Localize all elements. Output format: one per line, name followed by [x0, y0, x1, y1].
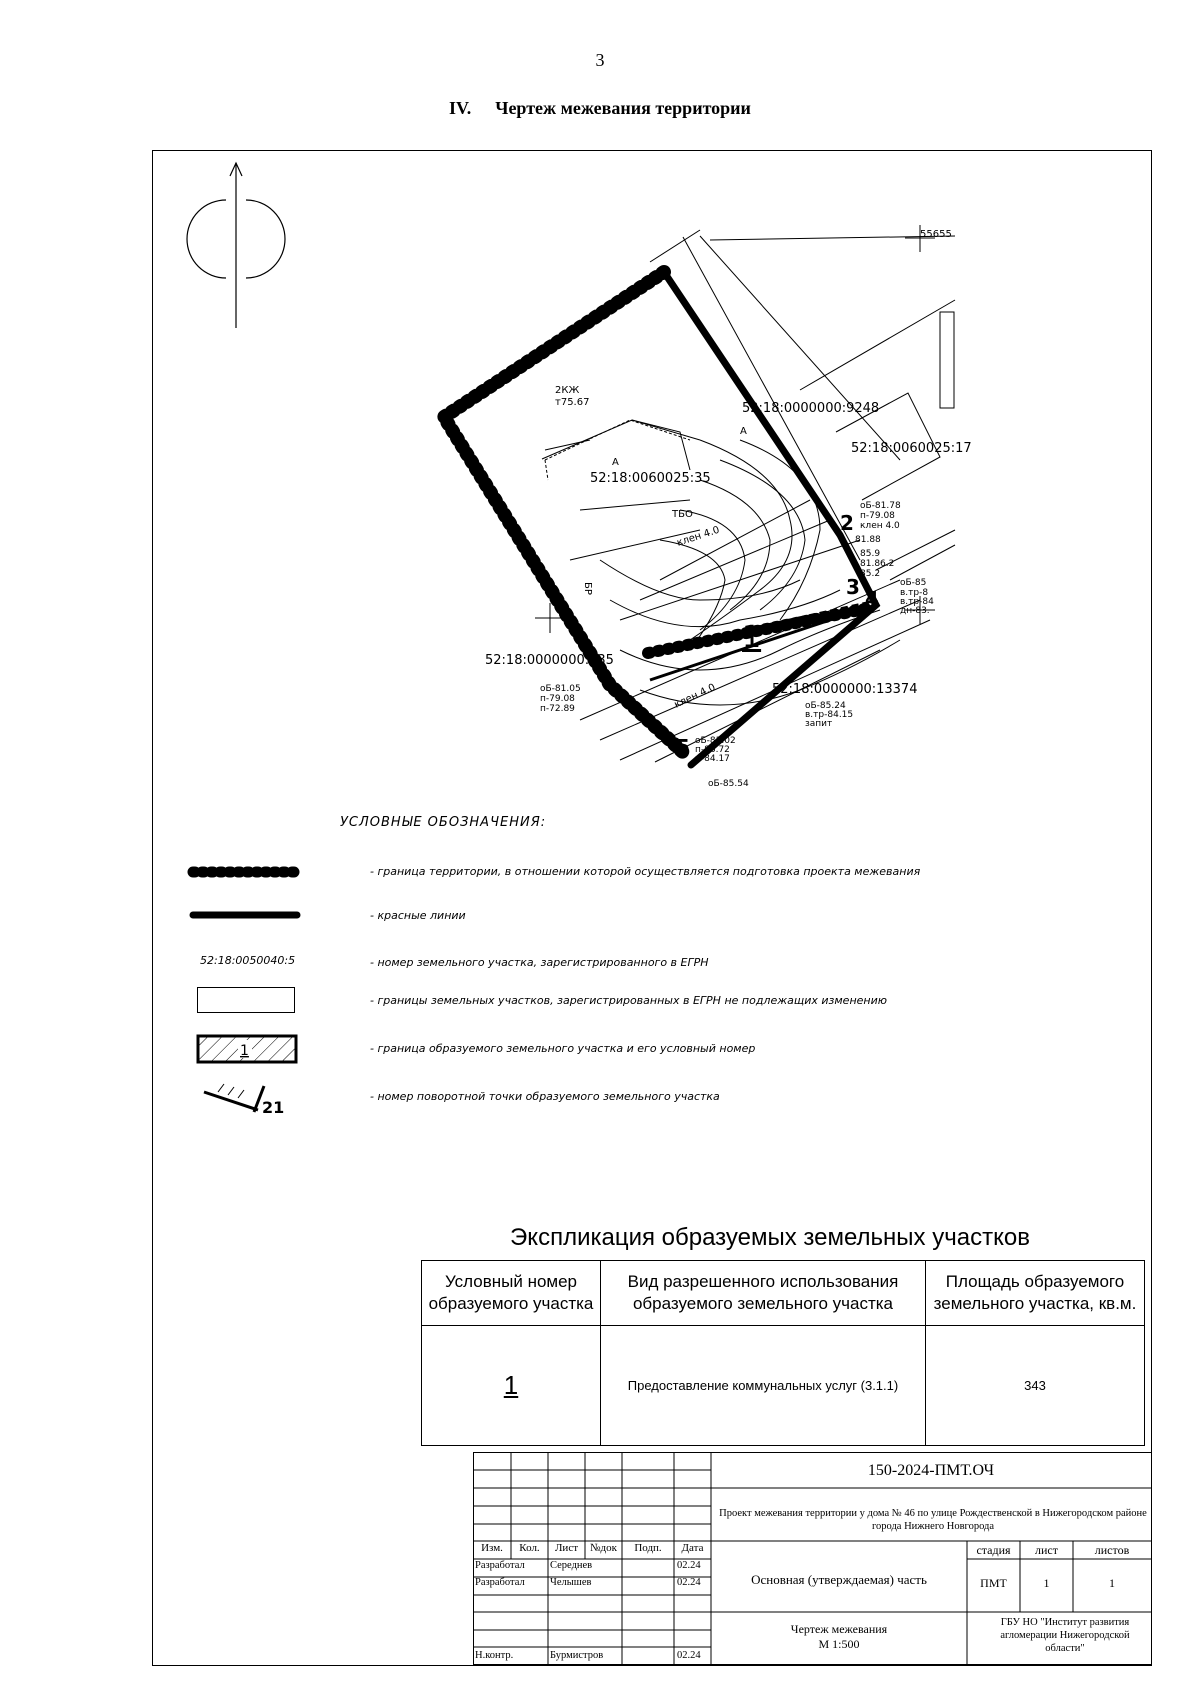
site-plan-map [153, 151, 1151, 791]
mark-18: в.тр-84.15 [805, 710, 854, 720]
mark-13: п-72.89 [540, 704, 575, 714]
mark-10: дн-83. [900, 606, 930, 616]
stamp-role-2: Разработал [475, 1577, 525, 1588]
legend-cadastral-number-sample: 52:18:0050040:5 [200, 954, 296, 967]
stamp-name-1: Середнев [550, 1560, 593, 1571]
legend-item-formed-parcel: - граница образуемого земельного участка и его условный номер [370, 1042, 756, 1055]
stamp-sheet: 1 [1043, 1576, 1050, 1590]
explication-cell-area: 343 [926, 1326, 1145, 1446]
stamp-date-1: 02.24 [677, 1560, 701, 1571]
table-row [422, 1326, 1145, 1446]
explication-cell-number: 1 [422, 1326, 601, 1446]
section-heading [0, 98, 1200, 119]
stamp-col-list: Лист [554, 1542, 579, 1554]
parcel-label-17: 52:18:0060025:17 [851, 441, 972, 456]
stamp-drawing-name: Чертеж межевания [790, 1622, 888, 1636]
turning-point-3: 3 [846, 575, 860, 599]
mark-2: клен 4.0 [860, 521, 900, 531]
legend-turning-point-number: 21 [262, 1098, 285, 1116]
building-a-label: А [612, 457, 619, 468]
stamp-date-3: 02.24 [677, 1650, 701, 1661]
tree-label: клен 4.0 [675, 524, 721, 549]
mark-4: 85.9 [860, 549, 881, 559]
stamp-code: 150-2024-ПМТ.ОЧ [867, 1462, 995, 1479]
mark-5: 81.86.2 [860, 559, 895, 569]
explication-header-number: Условный номер образуемого участка [422, 1261, 601, 1326]
parcel-label-9248: 52:18:0000000:9248 [742, 401, 880, 416]
legend-item-red-lines: - красные линии [370, 909, 466, 922]
building-z: т75.67 [555, 397, 590, 408]
parcel-label-top-partial: 55655 [920, 229, 952, 240]
legend-territory-boundary-symbol [185, 862, 305, 882]
tbo-label: ТБО [672, 509, 693, 520]
stamp-col-podp: Подп. [634, 1542, 662, 1554]
turning-point-4: 4 [865, 587, 879, 611]
mark-17: оБ-85.24 [805, 701, 846, 711]
stamp-date-2: 02.24 [677, 1577, 701, 1588]
mark-1: п-79.08 [860, 511, 895, 521]
mark-20: оБ-85.54 [708, 779, 749, 789]
stamp-col-izm: Изм. [481, 1542, 503, 1554]
stamp-project-name: Проект межевания территории у дома № 46 по улице Рождественской в Нижегородском районе города Нижнего Новгорода [719, 1508, 1147, 1532]
turning-point-2: 2 [840, 511, 854, 535]
legend-item-territory-boundary: - граница территории, в отношении которой осуществляется подготовка проекта межевания [370, 865, 921, 878]
mark-0: оБ-81.78 [860, 501, 901, 511]
stamp-role-3: Н.контр. [475, 1650, 514, 1661]
mark-19: запит [805, 719, 833, 729]
stamp-stage: ПМТ [980, 1576, 1007, 1590]
legend-item-turning-point: - номер поворотной точки образуемого земельного участка [370, 1090, 720, 1103]
stamp-name-3: Бурмистров [550, 1650, 604, 1661]
legend-title: УСЛОВНЫЕ ОБОЗНАЧЕНИЯ: [340, 815, 547, 830]
stamp-scale: М 1:500 [818, 1637, 860, 1651]
legend-formed-parcel-number: 1 [240, 1043, 249, 1059]
explication-header-use: Вид разрешенного использования образуемого земельного участка [601, 1261, 926, 1326]
legend-item-registered-parcels: - границы земельных участков, зарегистрированных в ЕГРН не подлежащих изменению [370, 994, 888, 1007]
building-label: 2КЖ [555, 385, 580, 396]
mark-16: п-84.17 [695, 754, 730, 764]
tree-label-2: клен 4.0 [672, 682, 718, 711]
parcel-label-13374: 52:18:0000000:13374 [772, 682, 918, 697]
parcel-label-135: 52:18:0000000:135 [485, 653, 614, 668]
page-number: 3 [595, 50, 605, 70]
north-arrow-icon [187, 163, 285, 328]
section-roman-numeral: IV. [449, 98, 472, 118]
mark-3: 81.88 [855, 535, 881, 545]
mark-15: п-86.72 [695, 745, 730, 755]
mark-6: 85.2 [860, 569, 881, 579]
stamp-col-data: Дата [681, 1542, 704, 1554]
stamp-sheets: 1 [1109, 1576, 1115, 1590]
legend-item-cadastral-number: - номер земельного участка, зарегистрированного в ЕГРН [370, 956, 709, 969]
stamp-stage-label: стадия [976, 1543, 1011, 1557]
mark-14: оБ-83.02 [695, 736, 736, 746]
legend-turning-point-symbol [200, 1080, 290, 1116]
stamp-role-1: Разработал [475, 1560, 525, 1571]
legend-red-lines-symbol [185, 905, 305, 925]
explication-table [421, 1260, 1145, 1446]
mark-8: в.тр-8 [900, 588, 929, 598]
mark-12: п-79.08 [540, 694, 575, 704]
explication-title: Экспликация образуемых земельных участков [510, 1224, 1030, 1251]
stamp-col-ndok: №док [590, 1542, 617, 1554]
explication-header-area: Площадь образуемого земельного участка, кв.м. [926, 1261, 1145, 1326]
stamp-name-2: Челышев [550, 1577, 592, 1588]
stamp-sheet-label: лист [1035, 1543, 1058, 1557]
turning-point-5: 5 [676, 735, 690, 759]
parcel-label-main: 52:18:0060025:35 [590, 471, 711, 486]
stamp-sheets-label: листов [1094, 1543, 1130, 1557]
legend-registered-parcel-symbol [197, 987, 295, 1013]
formed-parcel-number: 1 [742, 620, 762, 655]
territory-boundary [444, 272, 686, 755]
stamp-col-kol: Кол. [519, 1542, 540, 1554]
mark-11: оБ-81.05 [540, 684, 581, 694]
legend-formed-parcel-symbol [196, 1034, 298, 1064]
bp-label: БР [582, 582, 593, 595]
explication-cell-use: Предоставление коммунальных услуг (3.1.1) [601, 1326, 926, 1446]
stamp-organization: ГБУ НО "Институт развития агломерации Нижегородской области" [1000, 1617, 1130, 1654]
mark-9: в.тр-84 [900, 597, 934, 607]
stamp-part: Основная (утверждаемая) часть [751, 1572, 927, 1587]
mark-7: оБ-85 [900, 578, 927, 588]
section-title: Чертеж межевания территории [495, 98, 751, 118]
building-a2-label: А [740, 426, 747, 437]
